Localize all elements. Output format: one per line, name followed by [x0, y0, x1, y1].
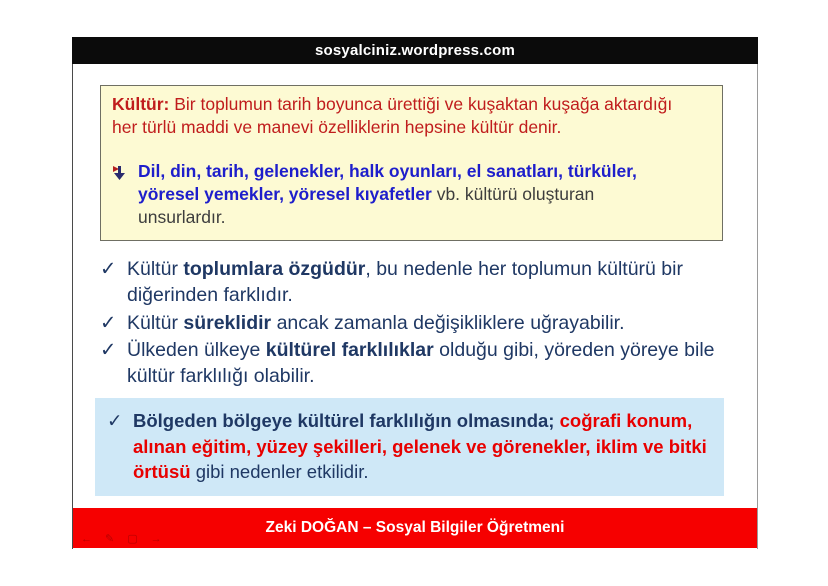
slide-menu-icon[interactable]: ▢ [127, 533, 138, 545]
culture-elements-paragraph [112, 160, 694, 229]
credit-text: Zeki DOĞAN – Sosyal Bilgiler Öğretmeni [265, 519, 565, 536]
highlight-red-text: coğrafi konum, alınan eğitim, yüzey şekilleri, gelenek ve görenekler, iklim ve bitki örtüsü [133, 410, 707, 483]
elements-rest-text: vb. kültürü oluşturan [431, 184, 595, 205]
pen-tool-icon[interactable]: ✎ [105, 533, 115, 545]
presenter-controls [81, 534, 162, 545]
definition-term: Kültür: [112, 94, 170, 114]
check-icon: ✓ [100, 311, 117, 334]
slide-title-bar [72, 37, 758, 64]
slide-body [72, 64, 758, 549]
fact-item [100, 256, 719, 309]
next-slide-arrow-icon[interactable]: → [150, 533, 162, 545]
dart-bullet-icon [112, 160, 138, 229]
fact-text: Ülkeden ülkeye kültürel farklılıklar olduğu gibi, yöreden yöreye bile kültür farklılığı olabilir. [127, 338, 715, 388]
check-icon: ✓ [107, 410, 123, 431]
fact-item [100, 337, 719, 390]
footer-bar [73, 508, 757, 548]
elements-tail-text: unsurlardır. [138, 207, 226, 228]
definition-paragraph [112, 93, 694, 139]
check-icon: ✓ [100, 258, 117, 280]
highlight-tail: gibi nedenler etkilidir. [190, 461, 369, 483]
presentation-slide [72, 37, 758, 549]
previous-slide-arrow-icon[interactable]: ← [81, 533, 92, 545]
elements-bold-text: Dil, din, tarih, gelenekler, halk oyunları, el sanatları, türküler, yöresel yemekler, yöresel kıyafetler [138, 161, 637, 205]
highlight-lead: Bölgeden bölgeye kültürel farklılığın olmasında; [133, 410, 560, 431]
fact-item [100, 310, 719, 336]
definition-text: Bir toplumun tarih boyunca ürettiği ve kuşaktan kuşağa aktardığı her türlü maddi ve manevi özelliklerin hepsine kültür denir. [112, 94, 673, 138]
highlight-text [133, 408, 712, 485]
highlight-box [95, 398, 724, 496]
check-icon: ✓ [100, 338, 117, 361]
fact-text: Kültür toplumlara özgüdür, bu nedenle her toplumun kültürü bir diğerinden farklıdır. [127, 258, 683, 307]
definition-box [100, 85, 723, 241]
site-label: sosyalciniz.wordpress.com [314, 42, 516, 59]
facts-list [100, 256, 719, 391]
fact-text: Kültür süreklidir ancak zamanla değişikliklere uğrayabilir. [127, 311, 625, 334]
culture-elements-text [138, 160, 694, 229]
